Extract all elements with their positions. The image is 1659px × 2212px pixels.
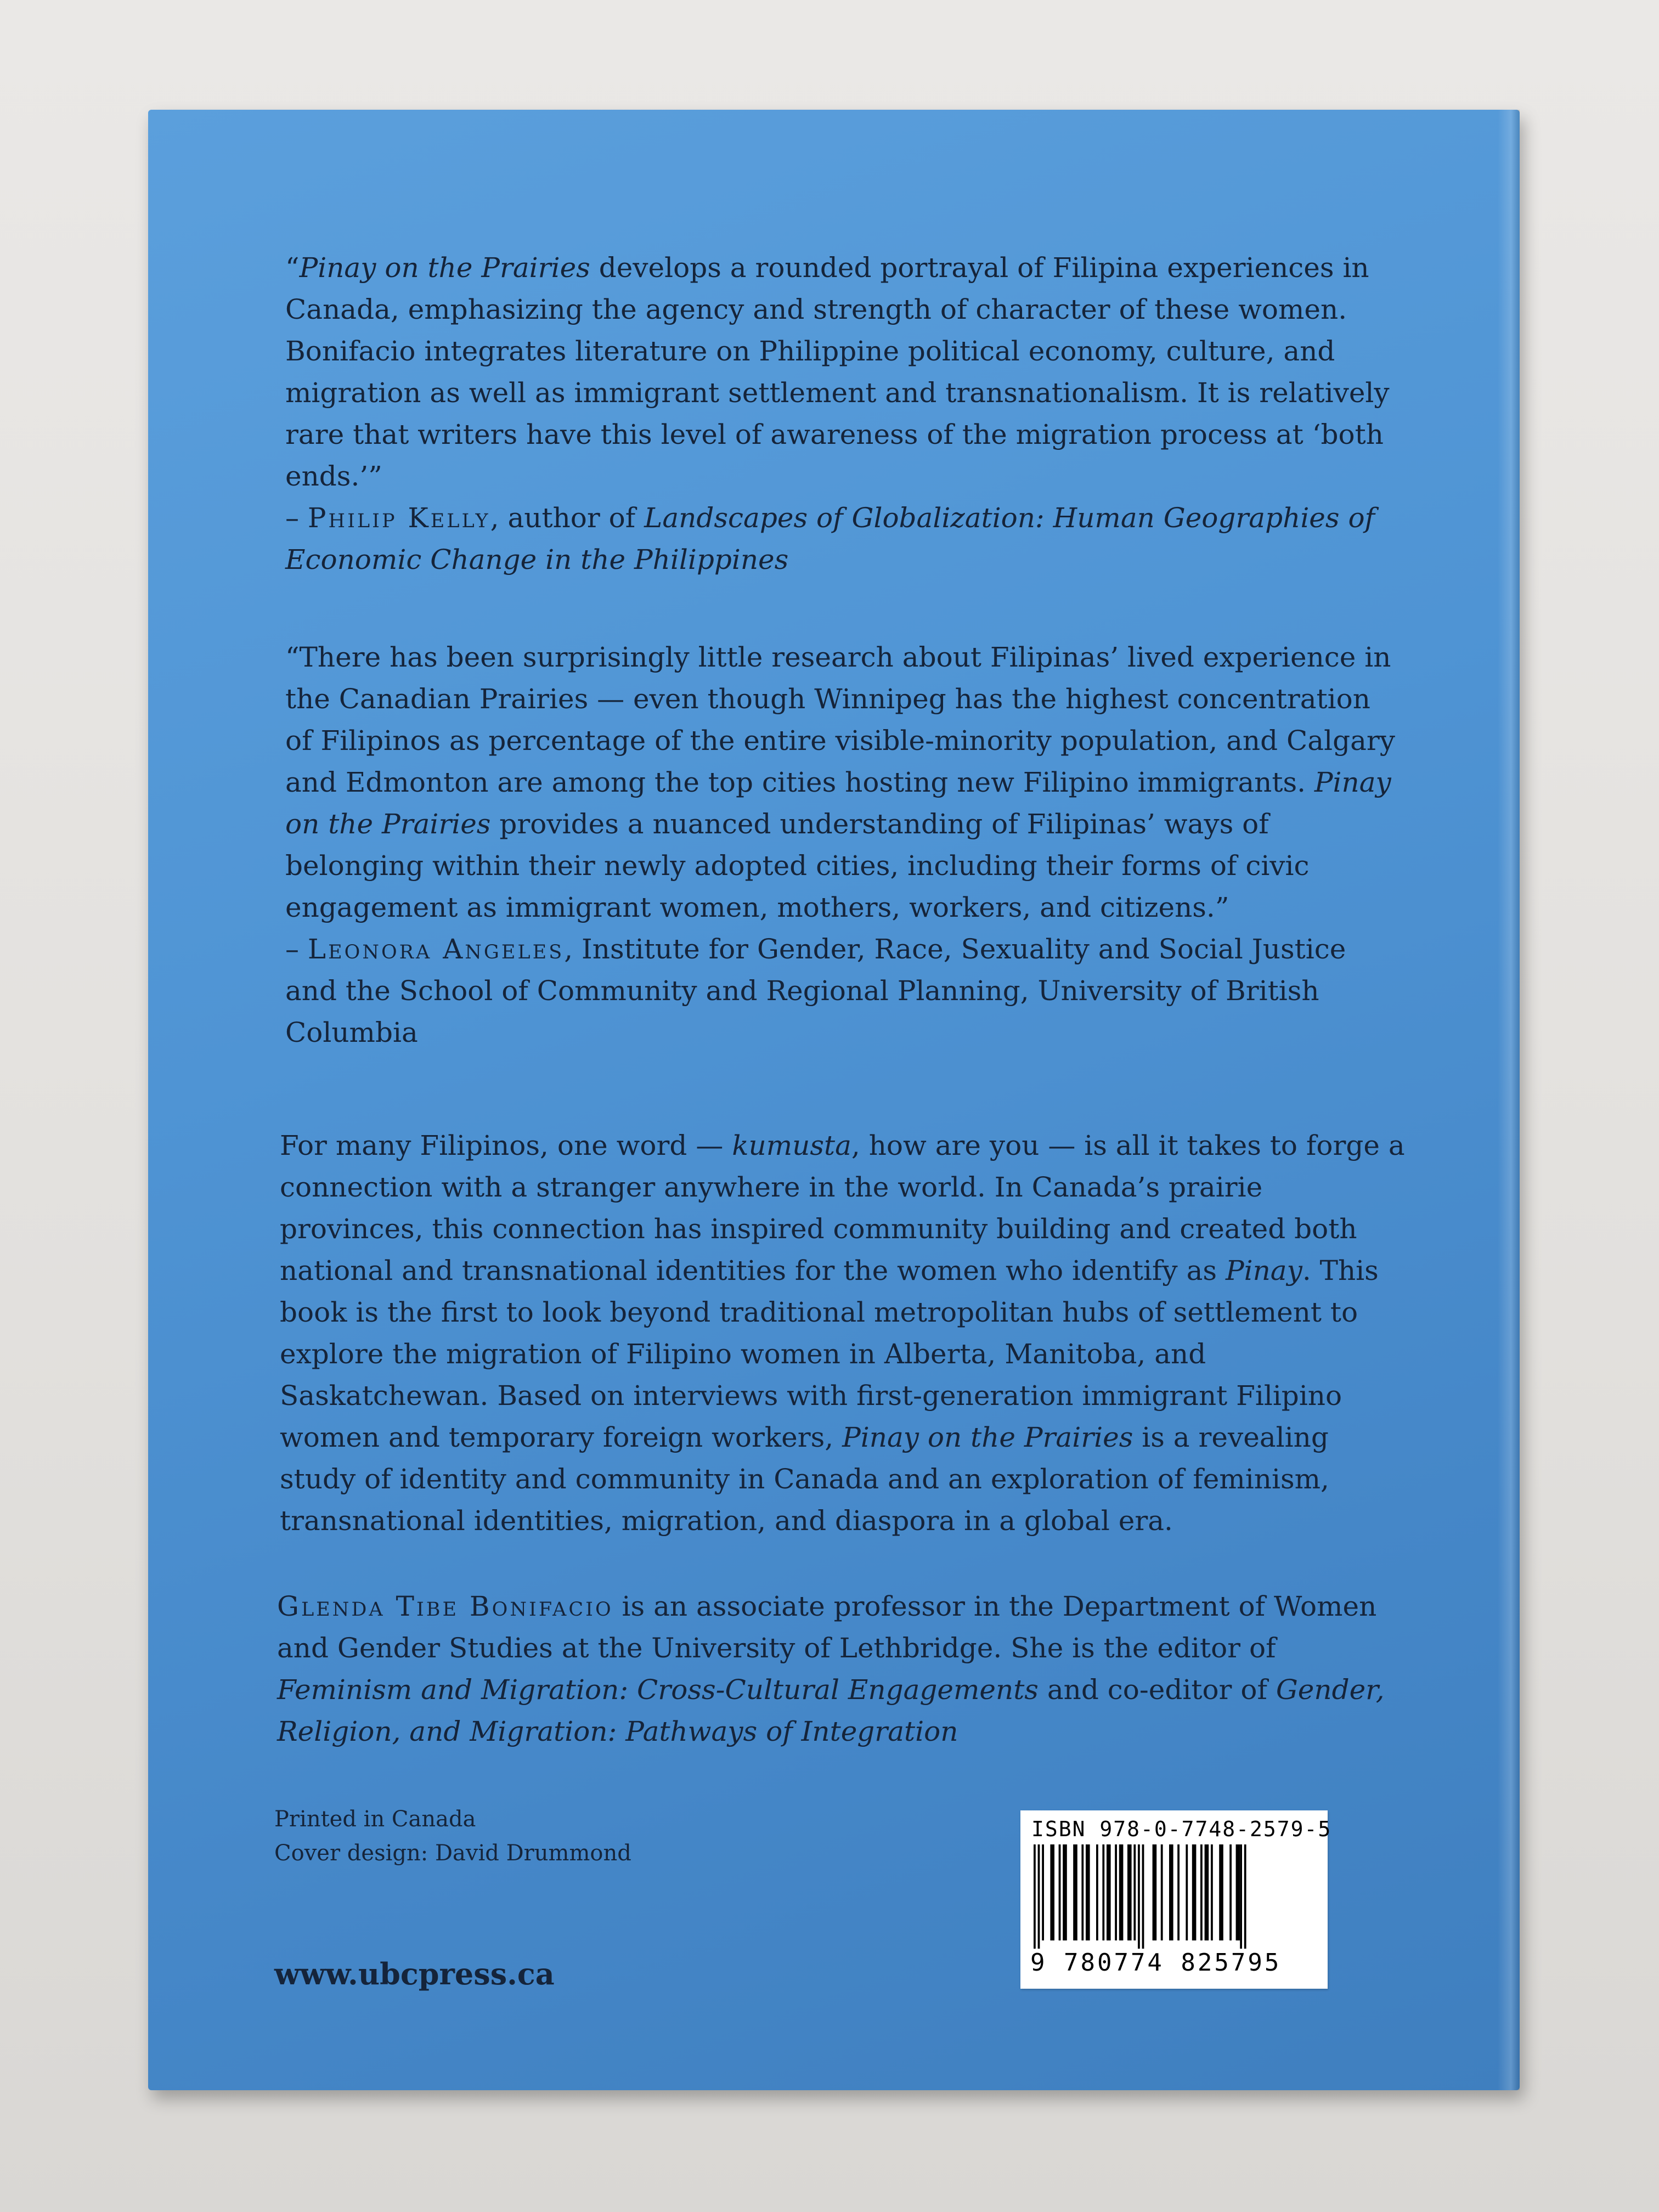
barcode-bar xyxy=(1138,1844,1140,1949)
attribution-dash: – xyxy=(285,502,308,534)
description-text: is a revealing study of identity and community in Canada and an exploration of feminism, transnational identities, migration, and diaspora in a global era. xyxy=(280,1421,1329,1537)
barcode-bar xyxy=(1107,1844,1111,1940)
blurb-kelly-quote: “Pinay on the Prairies develops a rounded portrayal of Filipina experiences in Canada, emphasizing the agency and strength of character of these women. Bonifacio integrates literature on Philippine political economy, culture, and migration as well as immigrant settlement and transnationalism. It is relatively rare that writers have this level of awareness of the migration process at ‘both ends.’” xyxy=(285,252,1390,492)
attribution-name: Leonora Angeles xyxy=(307,933,565,965)
cover-design-credit: Cover design: David Drummond xyxy=(274,1841,631,1866)
blurb-angeles-quote xyxy=(285,636,1404,928)
barcode-bar xyxy=(1244,1844,1246,1949)
barcode-bar xyxy=(1038,1844,1040,1949)
printed-in: Printed in Canada xyxy=(274,1807,476,1832)
description-paragraph xyxy=(280,1125,1410,1542)
author-bio-paragraph xyxy=(277,1585,1407,1752)
barcode-bar xyxy=(1034,1844,1036,1949)
barcode-bar xyxy=(1115,1844,1117,1940)
barcode-bar xyxy=(1096,1844,1098,1940)
barcode-digits: 9 780774 825795 xyxy=(1030,1949,1282,1977)
barcode-bar xyxy=(1142,1844,1144,1949)
barcode-bar xyxy=(1192,1844,1197,1940)
quote-text-b: provides a nuanced understanding of Filipinas’ ways of belonging within their newly adopted cities, including their forms of civic engagement as immigrant women, mothers, workers, and citizens.” xyxy=(285,808,1310,923)
description-text: . This book is the first to look beyond traditional metropolitan hubs of settlement to explore the migration of Filipino women in Alberta, Manitoba, and Saskatchewan. Based on interviews with first-generation immigrant Filipino women and temporary foreign workers, xyxy=(280,1255,1379,1453)
attribution-dash: – xyxy=(285,933,308,965)
barcode-bar xyxy=(1236,1844,1240,1940)
barcode-bar xyxy=(1086,1844,1090,1940)
barcode-bar xyxy=(1073,1844,1077,1940)
book-back-cover xyxy=(148,110,1520,2090)
blurb-angeles xyxy=(285,636,1404,1053)
barcode xyxy=(1031,1844,1317,1949)
blurb-angeles-attribution xyxy=(285,928,1404,1053)
attribution-book-title: Landscapes of Globalization: Human Geographies of Economic Change in the Philippines xyxy=(285,502,1375,575)
barcode-bar xyxy=(1127,1844,1132,1940)
barcode-bar xyxy=(1153,1844,1157,1940)
publisher-website: www.ubcpress.ca xyxy=(274,1956,555,1991)
barcode-bar xyxy=(1200,1844,1203,1940)
author-bio xyxy=(277,1585,1407,1752)
isbn-number: ISBN 978-0-7748-2579-5 xyxy=(1031,1817,1332,1841)
barcode-bar xyxy=(1169,1844,1173,1940)
bio-book-title: Gender, Religion, and Migration: Pathways of Integration xyxy=(277,1674,1385,1747)
bio-text: and co-editor of xyxy=(1038,1674,1276,1706)
blurb-kelly xyxy=(285,247,1404,580)
barcode-bar xyxy=(1229,1844,1232,1940)
attribution-text: , author of xyxy=(490,502,645,534)
book-description xyxy=(280,1125,1410,1542)
description-text: , how are you — is all it takes to forge a connection with a stranger anywhere in the world. In Canada’s prairie provinces, this connection has inspired community building and created both national and transnational identities for the women who identify as xyxy=(280,1130,1405,1286)
blurb-kelly-attribution xyxy=(285,497,1404,580)
barcode-bar xyxy=(1059,1844,1061,1940)
bio-book-title: Feminism and Migration: Cross-Cultural Engagements xyxy=(277,1674,1039,1706)
barcode-bar xyxy=(1186,1844,1188,1940)
barcode-bar xyxy=(1177,1844,1180,1940)
credits xyxy=(274,1802,631,1870)
author-name: Glenda Tibe Bonifacio xyxy=(277,1590,613,1622)
quote-text: develops a rounded portrayal of Filipina experiences in Canada, emphasizing the agency and strength of character of these women. Bonifacio integrates literature on Philippine political economy, culture, and migration as well as immigrant settlement and transnationalism. It is relatively rare that writers have this level of awareness of the migration process at ‘both ends.’” xyxy=(285,252,1390,492)
barcode-bar xyxy=(1081,1844,1084,1940)
attribution-name: Philip Kelly xyxy=(307,502,490,534)
barcode-bar xyxy=(1211,1844,1213,1940)
description-text: For many Filipinos, one word — xyxy=(280,1130,732,1161)
isbn-barcode-label xyxy=(1020,1810,1332,1989)
barcode-bar xyxy=(1063,1844,1067,1940)
quote-book-title: Pinay on the Prairies xyxy=(285,766,1391,840)
barcode-bar xyxy=(1119,1844,1124,1940)
description-book-title: Pinay on the Prairies xyxy=(842,1421,1133,1453)
description-italic: kumusta xyxy=(732,1130,851,1161)
barcode-bar xyxy=(1240,1844,1242,1949)
attribution-text: , Institute for Gender, Race, Sexuality and Social Justice and the School of Community and Regional Planning, University of British Columbia xyxy=(285,933,1346,1048)
quote-book-title: Pinay on the Prairies xyxy=(299,252,590,284)
description-italic: Pinay xyxy=(1225,1255,1302,1286)
barcode-bar xyxy=(1205,1844,1209,1940)
barcode-bar xyxy=(1161,1844,1163,1940)
bio-text: is an associate professor in the Department of Women and Gender Studies at the University of Lethbridge. She is the editor of xyxy=(277,1590,1377,1664)
barcode-bar xyxy=(1050,1844,1054,1940)
barcode-bar xyxy=(1102,1844,1104,1940)
barcode-bar xyxy=(1042,1844,1044,1940)
quote-text-a: “There has been surprisingly little research about Filipinas’ lived experience in the Canadian Prairies — even though Winnipeg has the highest concentration of Filipinos as percentage of the entire visible-minority population, and Calgary and Edmonton are among the top cities hosting new Filipino immigrants. xyxy=(285,641,1396,798)
barcode-bar xyxy=(1133,1844,1136,1940)
barcode-bar xyxy=(1219,1844,1223,1940)
